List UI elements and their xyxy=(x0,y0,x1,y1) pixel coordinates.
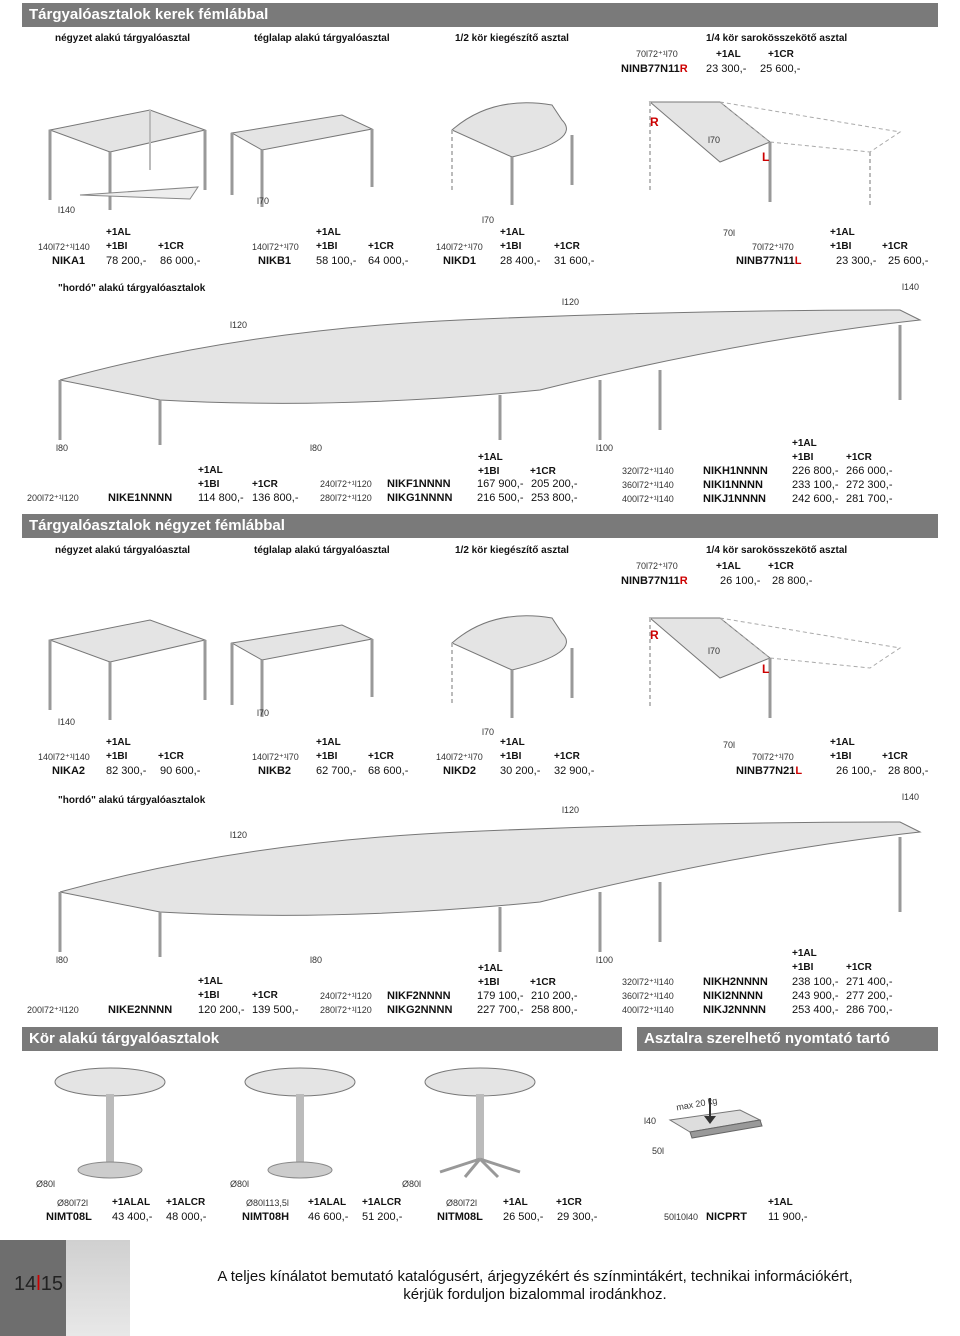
l2-cr: +1CR xyxy=(882,751,908,762)
table-drawing-rect-2 xyxy=(222,605,402,725)
l1-cr: +1CR xyxy=(882,241,908,252)
f1-size: 240l72⁺¹l120 xyxy=(320,479,372,489)
o80-3: Ø80l xyxy=(402,1179,422,1189)
m1-b-price: 48 000,- xyxy=(166,1211,207,1223)
m2-alcr: +1ALCR xyxy=(362,1197,402,1208)
m2-a-price: 46 600,- xyxy=(308,1211,349,1223)
table-drawing-half-2 xyxy=(432,598,612,718)
p-al: +1AL xyxy=(768,1197,793,1208)
a2-cr: +1CR xyxy=(158,751,184,762)
f1-cr-price: 205 200,- xyxy=(531,478,578,490)
b2-size: 140l72⁺¹l70 xyxy=(252,752,299,762)
hij1-bi: +1BI xyxy=(792,452,814,463)
q-r-label: R xyxy=(650,115,659,129)
o80-1: Ø80l xyxy=(36,1179,56,1189)
q-70-label: l70 xyxy=(708,135,721,145)
round-table-drawing-3 xyxy=(420,1062,540,1182)
subtitle-rect: téglalap alakú tárgyalóasztal xyxy=(254,33,390,44)
a2-size: 140l72⁺¹l140 xyxy=(38,752,90,762)
m3-al: +1AL xyxy=(503,1197,528,1208)
dim-wedge-140-1 xyxy=(80,185,200,205)
m1-alal: +1ALAL xyxy=(112,1197,151,1208)
h2-bi-price: 238 100,- xyxy=(792,976,839,988)
fg1-bi: +1BI xyxy=(478,466,500,477)
section-title-round-tables: Kör alakú tárgyalóasztalok xyxy=(22,1027,622,1051)
d2-size: 140l72⁺¹l70 xyxy=(436,752,483,762)
dim-100-h2: l100 xyxy=(596,955,614,965)
fg1-cr: +1CR xyxy=(530,466,556,477)
q-l-label: L xyxy=(762,150,770,164)
a1-al: +1AL xyxy=(106,227,131,238)
g2-bi-price: 227 700,- xyxy=(477,1004,524,1016)
e1-cr-price: 136 800,- xyxy=(252,492,299,504)
subtitle-square-2: négyzet alakú tárgyalóasztal xyxy=(55,545,191,556)
g2-code: NIKG2NNNN xyxy=(387,1004,453,1016)
m1-a-price: 43 400,- xyxy=(112,1211,153,1223)
a1-bi: +1BI xyxy=(106,241,128,252)
q2-cr-header: +1CR xyxy=(768,561,794,572)
e1-size: 200l72⁺¹l120 xyxy=(27,493,79,503)
i1-code: NIKI1NNNN xyxy=(703,479,763,491)
j2-cr-price: 286 700,- xyxy=(846,1004,893,1016)
b2-cr: +1CR xyxy=(368,751,394,762)
l1-cr-price: 25 600,- xyxy=(888,255,929,267)
dim-70-d2: l70 xyxy=(482,727,495,737)
dim-70-l1: 70l xyxy=(723,228,736,238)
g2-size: 280l72⁺¹l120 xyxy=(320,1005,372,1015)
q-cr-price: 25 600,- xyxy=(760,63,801,75)
d2-bi: +1BI xyxy=(500,751,522,762)
b2-cr-price: 68 600,- xyxy=(368,765,409,777)
g1-code: NIKG1NNNN xyxy=(387,492,453,504)
a2-cr-price: 90 600,- xyxy=(160,765,201,777)
e1-code: NIKE1NNNN xyxy=(108,492,173,504)
h1-cr-price: 266 000,- xyxy=(846,465,893,477)
d1-bi-price: 28 400,- xyxy=(500,255,541,267)
dim-120-top2: l120 xyxy=(562,805,580,815)
subtitle-quarter: 1/4 kör sarokösszekötő asztal xyxy=(706,33,848,44)
e1-cr: +1CR xyxy=(252,479,278,490)
d1-code: NIKD1 xyxy=(443,255,477,267)
round-table-drawing-2 xyxy=(240,1062,360,1182)
footer-text xyxy=(150,1268,920,1304)
printer-dim-50: 50l xyxy=(652,1146,665,1156)
b1-cr-price: 64 000,- xyxy=(368,255,409,267)
q2-cr-price: 28 800,- xyxy=(772,575,813,587)
d1-cr-price: 31 600,- xyxy=(554,255,595,267)
f1-bi-price: 167 900,- xyxy=(477,478,524,490)
p-size: 50l10l40 xyxy=(664,1212,699,1222)
b2-bi-price: 62 700,- xyxy=(316,765,357,777)
page-number: 14l15 xyxy=(14,1273,63,1295)
b1-bi: +1BI xyxy=(316,241,338,252)
dim-70-l2: 70l xyxy=(723,740,736,750)
d2-code: NIKD2 xyxy=(443,765,477,777)
e2-code: NIKE2NNNN xyxy=(108,1004,173,1016)
dim-140-top2: l140 xyxy=(902,792,920,802)
q2-r-label: R xyxy=(650,628,659,642)
d2-cr-price: 32 900,- xyxy=(554,765,595,777)
l1-bi-price: 23 300,- xyxy=(836,255,877,267)
dim-80-f2: l80 xyxy=(310,955,323,965)
table-drawing-rect-1 xyxy=(222,95,402,215)
q2-l-label: L xyxy=(762,662,770,676)
l2-bi: +1BI xyxy=(830,751,852,762)
q2-al-header: +1AL xyxy=(716,561,741,572)
q-al-header: +1AL xyxy=(716,49,741,60)
l2-bi-price: 26 100,- xyxy=(836,765,877,777)
e2-al: +1AL xyxy=(198,976,223,987)
table-drawing-square-2 xyxy=(30,600,210,720)
footer-text-line-1: A teljes kínálatot bemutató katalógusért, árjegyzékért és színmintákért, technikai információkért, xyxy=(217,1268,853,1285)
q-code: NINB77N11R xyxy=(621,63,688,75)
q-cr-header: +1CR xyxy=(768,49,794,60)
dim-120-top1: l120 xyxy=(562,297,580,307)
q2-al-price: 26 100,- xyxy=(720,575,761,587)
q2-code: NINB77N11R xyxy=(621,575,688,587)
b1-size: 140l72⁺¹l70 xyxy=(252,242,299,252)
g1-bi-price: 216 500,- xyxy=(477,492,524,504)
m3-size: Ø80l72l xyxy=(446,1198,478,1208)
e1-bi-price: 114 800,- xyxy=(198,492,244,504)
d1-al: +1AL xyxy=(500,227,525,238)
j1-cr-price: 281 700,- xyxy=(846,493,893,505)
i2-size: 360l72⁺¹l140 xyxy=(622,991,674,1001)
e1-bi: +1BI xyxy=(198,479,220,490)
i2-bi-price: 243 900,- xyxy=(792,990,839,1002)
barrel-drawing-1 xyxy=(40,300,940,450)
h2-cr-price: 271 400,- xyxy=(846,976,893,988)
b1-code: NIKB1 xyxy=(258,255,292,267)
f2-cr-price: 210 200,- xyxy=(531,990,578,1002)
i2-code: NIKI2NNNN xyxy=(703,990,763,1002)
b1-bi-price: 58 100,- xyxy=(316,255,357,267)
hij2-al: +1AL xyxy=(792,948,817,959)
table-drawing-quarter-1 xyxy=(620,82,920,212)
dim-80-f1: l80 xyxy=(310,443,323,453)
hij2-cr: +1CR xyxy=(846,962,872,973)
subtitle-barrel-2: "hordó" alakú tárgyalóasztalok xyxy=(58,795,206,806)
dim-70-b1: l70 xyxy=(257,196,270,206)
e1-al: +1AL xyxy=(198,465,223,476)
m1-code: NIMT08L xyxy=(46,1211,92,1223)
m1-size: Ø80l72l xyxy=(57,1198,89,1208)
g1-size: 280l72⁺¹l120 xyxy=(320,493,372,503)
f2-code: NIKF2NNNN xyxy=(387,990,451,1002)
a2-al: +1AL xyxy=(106,737,131,748)
e2-bi-price: 120 200,- xyxy=(198,1004,245,1016)
dim-80-e1: l80 xyxy=(56,443,69,453)
p-code: NICPRT xyxy=(706,1211,747,1223)
a1-bi-price: 78 200,- xyxy=(106,255,147,267)
h1-bi-price: 226 800,- xyxy=(792,465,839,477)
f1-code: NIKF1NNNN xyxy=(387,478,451,490)
a1-cr: +1CR xyxy=(158,241,184,252)
hij2-bi: +1BI xyxy=(792,962,814,973)
a2-bi: +1BI xyxy=(106,751,128,762)
j2-size: 400l72⁺¹l140 xyxy=(622,1005,674,1015)
subtitle-square: négyzet alakú tárgyalóasztal xyxy=(55,33,191,44)
j1-size: 400l72⁺¹l140 xyxy=(622,494,674,504)
d1-size: 140l72⁺¹l70 xyxy=(436,242,483,252)
a1-cr-price: 86 000,- xyxy=(160,255,201,267)
section-title-round-legs: Tárgyalóasztalok kerek fémlábbal xyxy=(22,3,938,27)
m1-alcr: +1ALCR xyxy=(166,1197,206,1208)
b1-cr: +1CR xyxy=(368,241,394,252)
q-size: 70l72⁺¹l70 xyxy=(636,49,678,59)
table-drawing-quarter-2 xyxy=(620,598,920,728)
dim-100-h1: l100 xyxy=(596,443,614,453)
section-title-square-legs: Tárgyalóasztalok négyzet fémlábbal xyxy=(22,514,938,538)
d1-cr: +1CR xyxy=(554,241,580,252)
footer-text-line-2: kérjük forduljon bizalommal irodánkhoz. xyxy=(403,1286,667,1303)
b2-al: +1AL xyxy=(316,737,341,748)
dim-70-d1: l70 xyxy=(482,215,495,225)
l1-bi: +1BI xyxy=(830,241,852,252)
j1-bi-price: 242 600,- xyxy=(792,493,839,505)
m2-b-price: 51 200,- xyxy=(362,1211,403,1223)
printer-holder-drawing xyxy=(650,1090,810,1170)
m2-size: Ø80l113,5l xyxy=(246,1198,289,1208)
b1-al: +1AL xyxy=(316,227,341,238)
hij1-cr: +1CR xyxy=(846,452,872,463)
i2-cr-price: 277 200,- xyxy=(846,990,893,1002)
printer-max-label: max 20 kg xyxy=(675,1095,719,1113)
m3-a-price: 26 500,- xyxy=(503,1211,544,1223)
barrel-drawing-2 xyxy=(40,812,940,962)
b2-bi: +1BI xyxy=(316,751,338,762)
l2-code: NINB77N21L xyxy=(736,765,803,777)
e2-size: 200l72⁺¹l120 xyxy=(27,1005,79,1015)
h2-size: 320l72⁺¹l140 xyxy=(622,977,674,987)
m2-alal: +1ALAL xyxy=(308,1197,347,1208)
h2-code: NIKH2NNNN xyxy=(703,976,768,988)
subtitle-quarter-2: 1/4 kör sarokösszekötő asztal xyxy=(706,545,848,556)
dim-80-e2: l80 xyxy=(56,955,69,965)
q-al-price: 23 300,- xyxy=(706,63,747,75)
q2-size: 70l72⁺¹l70 xyxy=(636,561,678,571)
e2-cr: +1CR xyxy=(252,990,278,1001)
f2-size: 240l72⁺¹l120 xyxy=(320,991,372,1001)
h1-code: NIKH1NNNN xyxy=(703,465,768,477)
b2-code: NIKB2 xyxy=(258,765,292,777)
hij1-al: +1AL xyxy=(792,438,817,449)
d2-bi-price: 30 200,- xyxy=(500,765,541,777)
l2-al: +1AL xyxy=(830,737,855,748)
o80-2: Ø80l xyxy=(230,1179,250,1189)
dim-140-top1: l140 xyxy=(902,282,920,292)
table-drawing-half-1 xyxy=(432,85,612,205)
q2-70-label: l70 xyxy=(708,646,721,656)
m2-code: NIMT08H xyxy=(242,1211,290,1223)
printer-dim-40: l40 xyxy=(644,1116,657,1126)
fg1-al: +1AL xyxy=(478,452,503,463)
a2-bi-price: 82 300,- xyxy=(106,765,147,777)
fg2-cr: +1CR xyxy=(530,977,556,988)
d2-cr: +1CR xyxy=(554,751,580,762)
l2-size: 70l72⁺¹l70 xyxy=(752,752,794,762)
dim-140-2: l140 xyxy=(58,717,76,727)
m3-cr: +1CR xyxy=(556,1197,582,1208)
g1-cr-price: 253 800,- xyxy=(531,492,578,504)
dim-120-left2: l120 xyxy=(230,830,248,840)
a1-code: NIKA1 xyxy=(52,255,86,267)
g2-cr-price: 258 800,- xyxy=(531,1004,578,1016)
dim-140-1: l140 xyxy=(58,205,76,215)
i1-bi-price: 233 100,- xyxy=(792,479,839,491)
l1-al: +1AL xyxy=(830,227,855,238)
dim-70-b2: l70 xyxy=(257,708,270,718)
l2-cr-price: 28 800,- xyxy=(888,765,929,777)
d1-bi: +1BI xyxy=(500,241,522,252)
e2-bi: +1BI xyxy=(198,990,220,1001)
m3-b-price: 29 300,- xyxy=(557,1211,598,1223)
a2-code: NIKA2 xyxy=(52,765,86,777)
fg2-bi: +1BI xyxy=(478,977,500,988)
l1-code: NINB77N11L xyxy=(736,255,802,267)
a1-size: 140l72⁺¹l140 xyxy=(38,242,90,252)
d2-al: +1AL xyxy=(500,737,525,748)
i1-cr-price: 272 300,- xyxy=(846,479,893,491)
p-al-price: 11 900,- xyxy=(768,1211,808,1223)
dim-120-left1: l120 xyxy=(230,320,248,330)
subtitle-half: 1/2 kör kiegészítő asztal xyxy=(455,33,569,44)
round-table-drawing-1 xyxy=(50,1062,170,1182)
subtitle-rect-2: téglalap alakú tárgyalóasztal xyxy=(254,545,390,556)
e2-cr-price: 139 500,- xyxy=(252,1004,299,1016)
j1-code: NIKJ1NNNN xyxy=(703,493,766,505)
subtitle-half-2: 1/2 kör kiegészítő asztal xyxy=(455,545,569,556)
f2-bi-price: 179 100,- xyxy=(477,990,524,1002)
i1-size: 360l72⁺¹l140 xyxy=(622,480,674,490)
subtitle-barrel-1: "hordó" alakú tárgyalóasztalok xyxy=(58,283,206,294)
section-title-printer-holder: Asztalra szerelhető nyomtató tartó xyxy=(637,1027,938,1051)
h1-size: 320l72⁺¹l140 xyxy=(622,466,674,476)
fg2-al: +1AL xyxy=(478,963,503,974)
j2-bi-price: 253 400,- xyxy=(792,1004,839,1016)
m3-code: NITM08L xyxy=(437,1211,483,1223)
l1-size: 70l72⁺¹l70 xyxy=(752,242,794,252)
j2-code: NIKJ2NNNN xyxy=(703,1004,766,1016)
